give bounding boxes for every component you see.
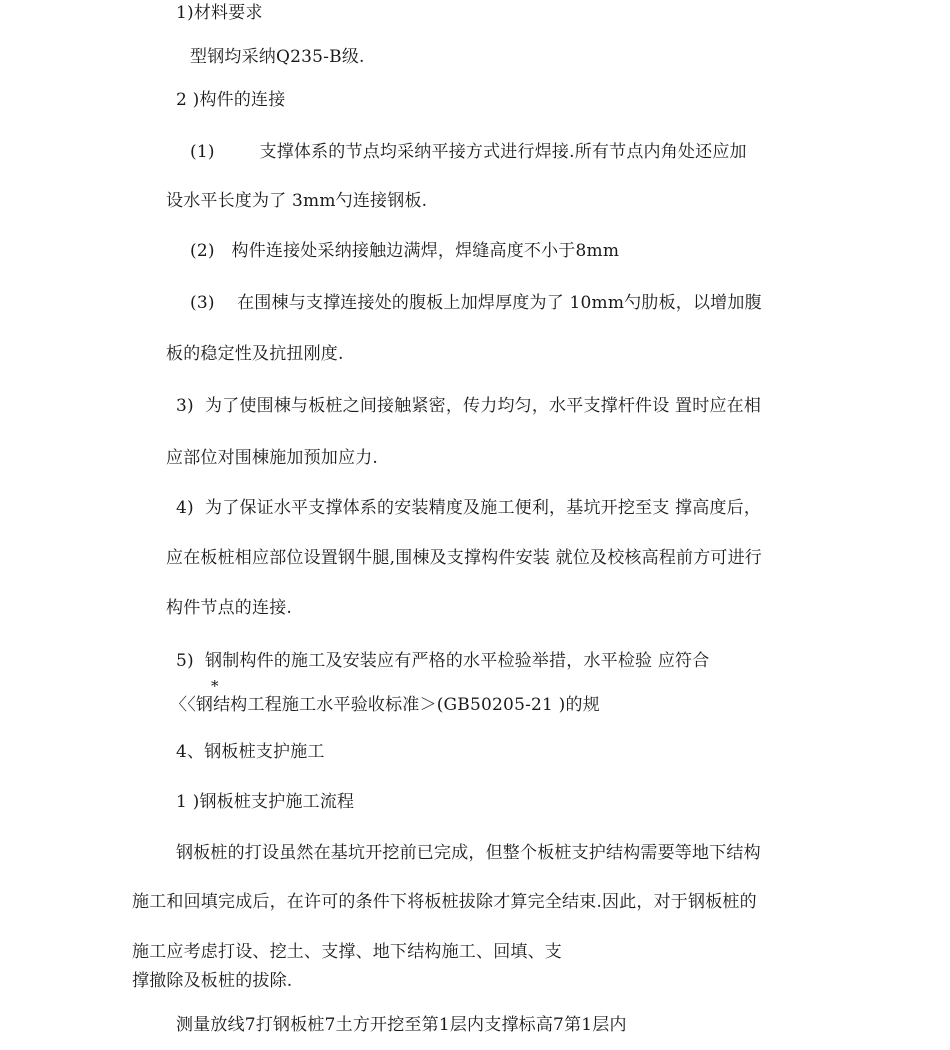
paragraph-process-line-2: 施工和回填完成后，在许可的条件下将板桩拔除才算完全结束.因此，对于钢板桩的	[132, 892, 757, 912]
heading-sheet-pile-support: 4、钢板桩支护施工	[176, 742, 325, 762]
paragraph-section-3-line-2: 应部位对围棟施加预加应力.	[166, 448, 379, 468]
paragraph-item-3-line-1: (3) 在围棟与支撑连接处的腹板上加焊厚度为了 10mm勺肋板，以增加腹	[190, 293, 762, 313]
heading-material-requirements: 1)材料要求	[176, 3, 263, 23]
paragraph-section-4-line-3: 构件节点的连接.	[166, 598, 293, 618]
paragraph-item-1-line-2: 设水平长度为了 3mm勺连接钢板.	[166, 191, 428, 211]
paragraph-item-2: (2) 构件连接处采纳接触边满焊，焊缝高度不小于8mm	[190, 241, 620, 261]
paragraph-section-3-line-1: 3) 为了使围棟与板桩之间接触紧密，传力均匀，水平支撑杆件设 置时应在相	[176, 396, 762, 416]
paragraph-process-line-4: 撑撤除及板桩的拔除.	[132, 971, 293, 991]
heading-member-connection: 2 )构件的连接	[176, 90, 286, 110]
paragraph-section-5-line-2: 〈〈钢结构工程施工水平验收标准＞(GB50205-21 )的规	[170, 695, 600, 715]
paragraph-section-4-line-2: 应在板桩相应部位设置钢牛腿,围棟及支撑构件安装 就位及校核高程前方可进行	[166, 548, 763, 568]
paragraph-flow-sequence: 测量放线7打钢板桩7土方开挖至第1层内支撑标高7第1层内	[176, 1015, 627, 1035]
paragraph-item-3-line-2: 板的稳定性及抗扭刚度.	[166, 344, 344, 364]
heading-support-process: 1 )钢板桩支护施工流程	[176, 792, 355, 812]
paragraph-steel-grade: 型钢均采纳Q235-B级.	[190, 47, 365, 67]
paragraph-process-line-3: 施工应考虑打设、挖土、支撑、地下结构施工、回填、支	[132, 942, 562, 962]
paragraph-section-5-line-1: 5) 钢制构件的施工及安装应有严格的水平检验举措，水平检验 应符合	[176, 651, 710, 671]
paragraph-section-4-line-1: 4) 为了保证水平支撑体系的安装精度及施工便利，基坑开挖至支 撑高度后，	[176, 498, 762, 518]
paragraph-item-1-line-1: (1) 支撑体系的节点均采纳平接方式进行焊接.所有节点内角处还应加	[190, 142, 747, 162]
asterisk-mark: *	[211, 677, 219, 695]
paragraph-process-line-1: 钢板桩的打设虽然在基坑开挖前已完成，但整个板桩支护结构需要等地下结构	[176, 843, 761, 863]
